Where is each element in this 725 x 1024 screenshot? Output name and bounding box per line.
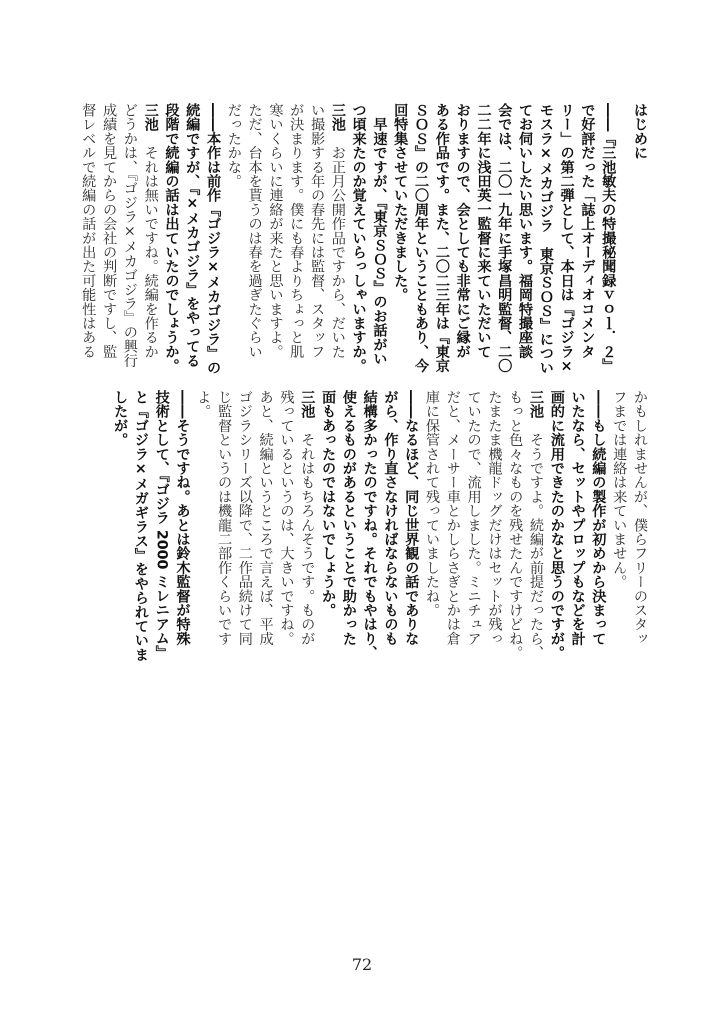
answer-text: そうですよ。続編が前提だったら、: [528, 432, 545, 660]
text-line: い撮影する年の春先には監督、スタッフ: [309, 103, 326, 359]
text-line: 庫に保管されて残っていましたね。: [424, 390, 441, 618]
text-line: ある作品です。また、二〇二三年は『東京: [433, 103, 450, 373]
text-line: [296, 390, 317, 662]
answer-continued-paragraph: [608, 390, 650, 662]
interviewer-paragraph: [317, 390, 421, 662]
text-line: おりますので、会としても非常にご縁が: [454, 103, 471, 359]
text-line: 残っているというのは、大きいですね。: [278, 390, 295, 646]
text-line: が決まります。僕にも春よりちょっと肌: [288, 103, 305, 359]
text-line: どうかは、『ゴジラ×メカゴジラ』の興行: [121, 103, 138, 368]
answer-paragraph: [421, 390, 546, 662]
text-line: ――そうですね。あとは鈴木監督が特殊: [174, 390, 191, 646]
text-line: だったかな。: [225, 103, 242, 189]
speaker-label: 三池: [142, 103, 159, 132]
text-line: 督レベルで続編の話が出た可能性はある: [80, 103, 97, 359]
text-line: ――なるほど、同じ世界観の話でありな: [403, 390, 420, 646]
interviewer-paragraph: [161, 103, 223, 375]
text-line: じ監督というのは機龍二部作くらいです: [216, 390, 233, 646]
text-line: よ。: [195, 390, 212, 419]
text-line: だと、メーサー車とかしらさぎとかは倉: [444, 390, 461, 646]
interviewer-paragraph: [389, 103, 618, 375]
text-line: 技術として、『ゴジラ 2000 ミレニアム』: [153, 390, 170, 660]
text-line: ていたので、流用しました。ミニチュア: [465, 390, 482, 646]
text-line: ゴジラシリーズ以降で、二作品続けて同: [236, 390, 253, 646]
text-line: 使えるものがあるということで助かった: [340, 390, 357, 646]
answer-paragraph: [77, 103, 160, 375]
interviewer-paragraph: [546, 390, 608, 662]
text-line: かもしれませんが、僕らフリーのスタッ: [632, 390, 648, 646]
speaker-label: 三池: [528, 390, 545, 419]
answer-paragraph: [192, 390, 317, 662]
top-text-block: [77, 103, 650, 375]
text-line: [140, 103, 161, 375]
interviewer-paragraph: [109, 390, 192, 662]
page-number: 72: [351, 955, 373, 974]
speaker-label: 三池: [299, 390, 316, 419]
text-line: てお伺いしたい思います。福岡特撮座談: [517, 103, 534, 359]
interviewer-paragraph: [348, 103, 390, 375]
text-line: 段階で続編の話は出ていたのでしょうか。: [163, 103, 180, 373]
speaker-label: 三池: [329, 103, 346, 132]
text-line: 画的に流用できたのかなと思うのですが。: [548, 390, 565, 660]
text-line: 寒いくらいに連絡が来たと思いますよ。: [267, 103, 284, 359]
text-line: フまでは連絡は来ていません。: [611, 390, 628, 589]
text-line: 結構多かったのですね。それでもやはり、: [361, 390, 378, 660]
text-line: がら、作り直さなければならないものも: [382, 390, 399, 646]
answer-text: それはもちろんそうです。ものが: [299, 432, 316, 646]
text-line: モスラ×メカゴジラ 東京ＳＯＳ』につい: [537, 103, 554, 375]
text-line: 続編ですが、『×メカゴジラ』をやってる: [184, 103, 201, 368]
text-line: いたなら、セットやプロップもなどを計: [569, 390, 586, 646]
text-line: もっと色々なものを残せたんですけどね。: [507, 390, 524, 660]
text-line: 面もあったのではないでしょうか。: [320, 390, 337, 618]
answer-text: お正月公開作品ですから、だいた: [329, 145, 346, 359]
answer-text: それは無いですね。続編を作るか: [142, 145, 159, 359]
text-line: 会では、二〇一九年に手塚昌明監督、二〇: [496, 103, 513, 373]
text-line: 早速ですが、『東京ＳＯＳ』のお話がい: [371, 103, 388, 366]
text-line: あと、続編というところで言えば、平成: [257, 390, 274, 646]
text-line: たまたま機龍ドッグだけはセットが残っ: [486, 390, 503, 646]
text-line: ＳＯＳ』の二〇周年ということもあり、今: [413, 103, 430, 373]
text-line: ――もし続編の製作が初めから決まって: [590, 390, 607, 646]
text-line: リー」の第二弾として、本日は『ゴジラ×: [558, 103, 575, 375]
text-line: で好評だった「誌上オーディオコメンタ: [579, 103, 596, 359]
section-heading: はじめに: [632, 103, 648, 160]
text-line: 回特集させていただきました。: [392, 103, 409, 302]
text-line: ただ、台本を貰うのは春を過ぎたぐらい: [246, 103, 263, 359]
text-line: ――本作は前作『ゴジラ×メカゴジラ』の: [205, 103, 222, 375]
text-line: 成績を見てからの会社の判断ですし、監: [101, 103, 118, 359]
text-line: [525, 390, 546, 662]
text-line: ――『三池敏夫の特撮秘聞録ｖｏｌ．２』: [600, 103, 617, 373]
answer-paragraph: [223, 103, 348, 375]
text-line: [327, 103, 348, 375]
text-line: 二二年に浅田英一監督に来ていただいて: [475, 103, 492, 359]
text-line: と『ゴジラ×メガギラス』をやられていま: [132, 390, 149, 662]
bottom-text-block: [109, 390, 650, 662]
text-line: つ頃来たのか覚えていらっしゃいますか。: [350, 103, 367, 373]
text-line: したが。: [112, 390, 129, 447]
